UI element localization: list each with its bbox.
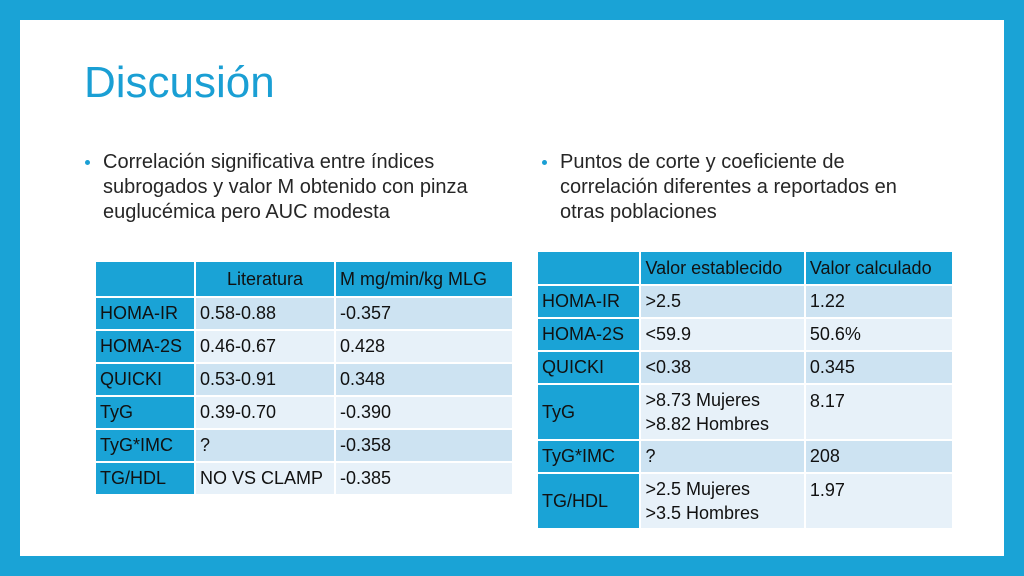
table-row [95, 297, 513, 330]
header-cell-established: Valor establecido [640, 251, 804, 285]
table-cell: 0.58-0.88 [195, 297, 335, 330]
row-label: TyG*IMC [537, 440, 640, 473]
table-row [95, 363, 513, 396]
cell-line: >8.73 Mujeres [645, 390, 761, 410]
header-cell-empty [537, 251, 640, 285]
row-label: TG/HDL [95, 462, 195, 495]
row-label: QUICKI [537, 351, 640, 384]
table-row [95, 429, 513, 462]
table-cell: -0.385 [335, 462, 513, 495]
header-cell-calculated: Valor calculado [805, 251, 953, 285]
table-cell: -0.390 [335, 396, 513, 429]
table-row [537, 285, 953, 318]
row-label: TyG [95, 396, 195, 429]
table-cell: 8.17 [805, 384, 953, 440]
table-cell: 0.428 [335, 330, 513, 363]
table-cell: <59.9 [640, 318, 804, 351]
table-row [537, 318, 953, 351]
row-label: TyG [537, 384, 640, 440]
table-header-row [537, 251, 953, 285]
row-label: TG/HDL [537, 473, 640, 529]
table-cell: >2.5 [640, 285, 804, 318]
table-cell: -0.358 [335, 429, 513, 462]
header-cell-empty [95, 261, 195, 297]
table-cell: 0.39-0.70 [195, 396, 335, 429]
table-cell: NO VS CLAMP [195, 462, 335, 495]
table-cell: ? [640, 440, 804, 473]
row-label: HOMA-2S [95, 330, 195, 363]
right-bullet: Puntos de corte y coeficiente de correlación diferentes a reportados en otras poblaciones [542, 150, 920, 225]
table-cell: 208 [805, 440, 953, 473]
table-row [537, 473, 953, 529]
table-cell: 1.97 [805, 473, 953, 529]
literature-table [94, 260, 514, 496]
slide-title: Discusión [84, 58, 275, 107]
cell-line: >2.5 Mujeres [645, 479, 751, 499]
left-bullet: Correlación significativa entre índices subrogados y valor M obtenido con pinza euglucémica pero AUC modesta [85, 150, 483, 225]
row-label: HOMA-IR [537, 285, 640, 318]
table-row [537, 384, 953, 440]
table-cell: 0.348 [335, 363, 513, 396]
table-cell [640, 473, 804, 529]
row-label: HOMA-2S [537, 318, 640, 351]
table-cell: 1.22 [805, 285, 953, 318]
cutoff-table [536, 250, 954, 530]
cell-line: >8.82 Hombres [645, 414, 770, 434]
header-cell-m-value: M mg/min/kg MLG [335, 261, 513, 297]
table-cell: 0.53-0.91 [195, 363, 335, 396]
table-cell: -0.357 [335, 297, 513, 330]
table-row [537, 440, 953, 473]
row-label: HOMA-IR [95, 297, 195, 330]
table-cell: ? [195, 429, 335, 462]
row-label: TyG*IMC [95, 429, 195, 462]
table-row [95, 330, 513, 363]
table-cell: 0.46-0.67 [195, 330, 335, 363]
table-cell: 0.345 [805, 351, 953, 384]
table-cell: <0.38 [640, 351, 804, 384]
table-row [95, 396, 513, 429]
table-cell: 50.6% [805, 318, 953, 351]
table-cell [640, 384, 804, 440]
header-cell-literatura: Literatura [195, 261, 335, 297]
table-row [95, 462, 513, 495]
row-label: QUICKI [95, 363, 195, 396]
cell-line: >3.5 Hombres [645, 503, 760, 523]
table-row [537, 351, 953, 384]
table-header-row [95, 261, 513, 297]
